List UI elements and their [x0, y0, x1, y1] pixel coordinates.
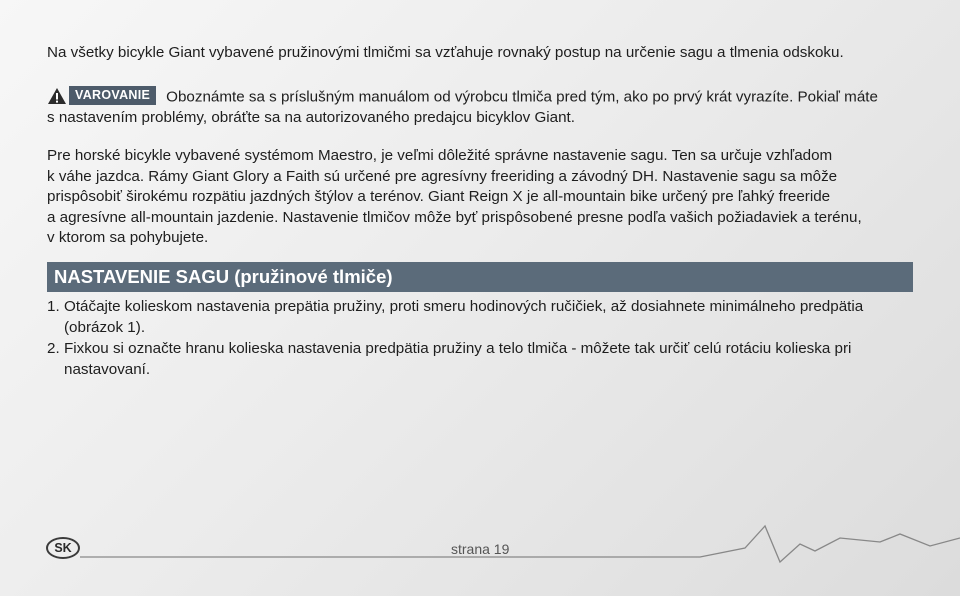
step-text: [64, 339, 851, 380]
step-text-line-1: Fixkou si označte hranu kolieska nastavenia predpätia pružiny a telo tlmiča - môžete tak určiť celú rotáciu kolieska pri: [64, 340, 852, 357]
warning-paragraph: [47, 86, 878, 129]
warning-text-line-2: s nastavením problémy, obráťte sa na autorizovaného predajcu bicyklov Giant.: [47, 109, 575, 126]
body-line: prispôsobiť širokému rozpätiu jazdných štýlov a terénov. Giant Reign X je all-mountain bike určený pre ľahký freeride: [47, 188, 831, 205]
step-text-line-2: (obrázok 1).: [64, 318, 146, 336]
maestro-paragraph: [47, 146, 862, 249]
step-text: [64, 297, 863, 338]
warning-text-line-1: Oboznámte sa s príslušným manuálom od výrobcu tlmiča pred tým, ako po prvý krát vyrazíte. Pokiaľ máte: [166, 88, 878, 106]
section-heading: NASTAVENIE SAGU (pružinové tlmiče): [47, 262, 913, 292]
footer-decoration-line: [0, 520, 960, 596]
step-text-line-1: Otáčajte kolieskom nastavenia prepätia pružiny, proti smeru hodinových ručičiek, až dosiahnete minimálneho predpätia: [64, 298, 864, 315]
body-line: Pre horské bicykle vybavené systémom Maestro, je veľmi dôležité správne nastavenie sagu. Ten sa určuje vzhľadom: [47, 147, 833, 164]
body-line: k váhe jazdca. Rámy Giant Glory a Faith sú určené pre agresívny freeriding a závodný DH. Nastavenie sagu sa môže: [47, 167, 838, 185]
steps-list: [47, 297, 913, 380]
warning-triangle-icon: [47, 87, 67, 105]
page-number: strana 19: [451, 541, 510, 557]
step-number: 1.: [47, 298, 60, 315]
list-item: [47, 297, 913, 338]
body-line: a agresívne all-mountain jazdenie. Nastavenie tlmičov môže byť prispôsobené presne podľa vašich požiadaviek a terénu,: [47, 208, 862, 226]
language-badge: SK: [46, 537, 80, 559]
list-item: [47, 339, 913, 380]
warning-badge: VAROVANIE: [69, 86, 156, 105]
intro-paragraph: Na všetky bicykle Giant vybavené pružinovými tlmičmi sa vzťahuje rovnaký postup na určenie sagu a tlmenia odskoku.: [47, 44, 844, 61]
body-line: v ktorom sa pohybujete.: [47, 229, 209, 246]
warning-label: [47, 86, 156, 105]
step-number: 2.: [47, 340, 60, 357]
step-text-line-2: nastavovaní.: [64, 360, 151, 378]
